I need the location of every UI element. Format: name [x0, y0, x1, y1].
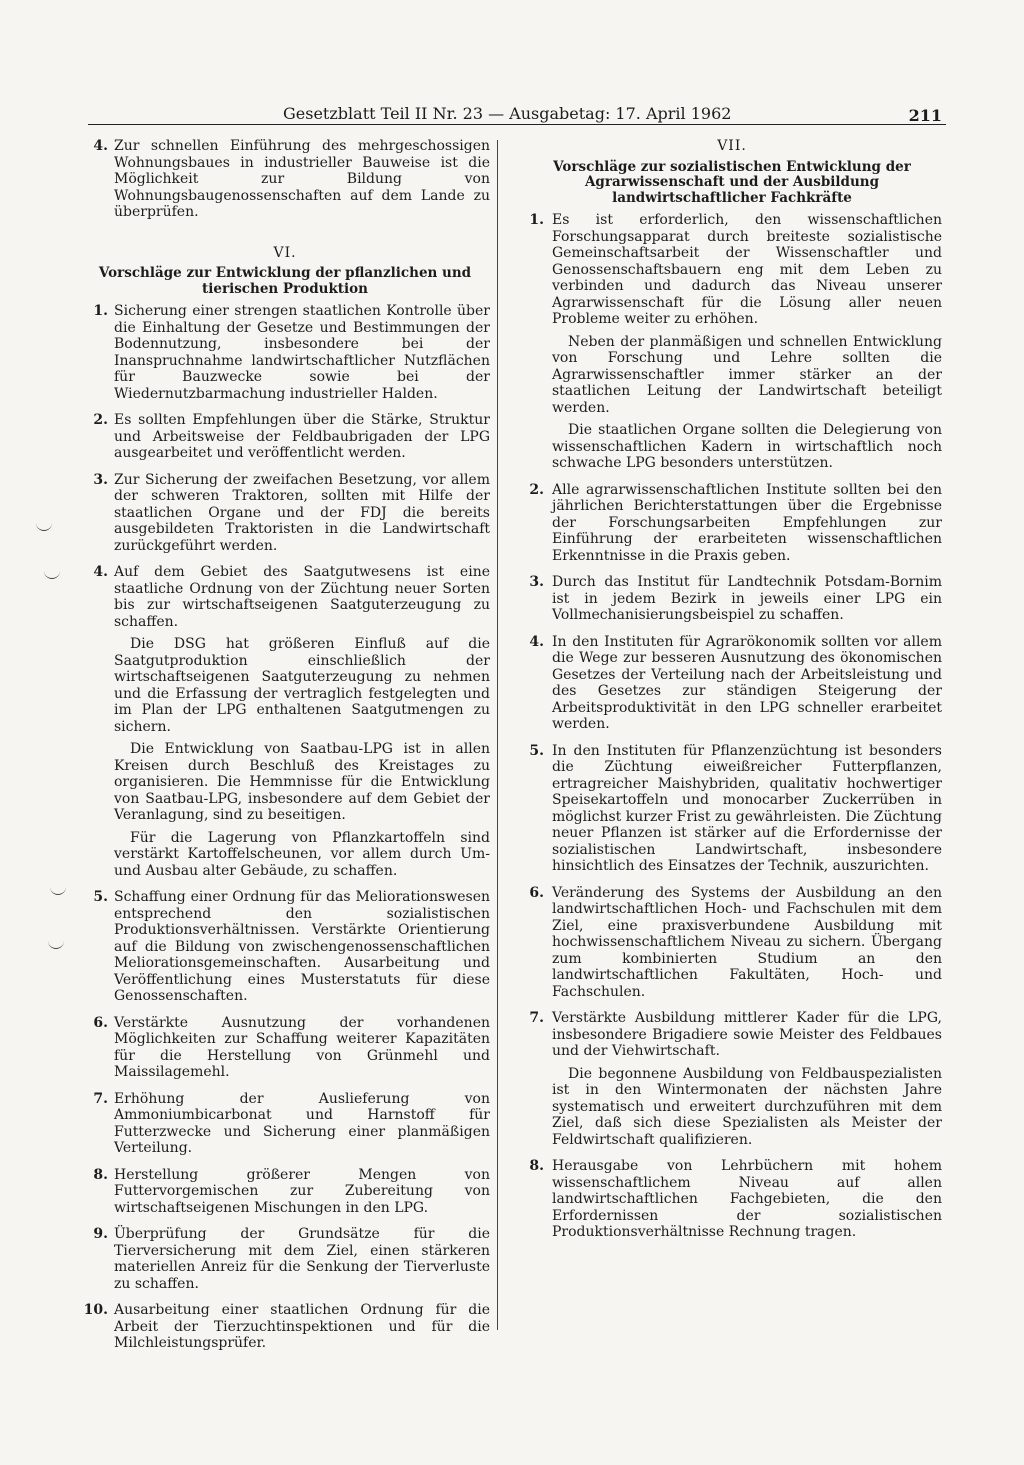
item-paragraph: Die begonnene Ausbildung von Feldbauspezialisten ist in den Wintermonaten der nächsten Jahre systematisch und erweitert durchzuführen mit dem Ziel, daß sich diese Spezialisten als Meister der Feldwirtschaft qualifizieren.: [552, 1065, 942, 1148]
item-number: 1.: [93, 303, 108, 319]
item-paragraph: Veränderung des Systems der Ausbildung an den landwirtschaftlichen Hoch- und Fachschulen mit dem Ziel, eine praxisverbundene Ausbildung mit hochwissenschaftlichem Niveau zu sichern. Übergang zum kombinierten Studium an den landwirtschaftlichen Fakultäten, Hoch- und Fachschulen.: [552, 884, 942, 1000]
item-paragraph: Erhöhung der Auslieferung von Ammoniumbicarbonat und Harnstoff für Futterzwecke und Sicherung einer planmäßigen Verteilung.: [114, 1090, 490, 1156]
header-title: Gesetzblatt Teil II Nr. 23 — Ausgabetag: 17. April 1962: [283, 104, 732, 123]
page-header: [88, 104, 946, 125]
item-paragraph: Die Entwicklung von Saatbau-LPG ist in allen Kreisen durch Beschluß des Kreistages zu organisieren. Die Hemmnisse für die Entwicklung von Saatbau-LPG, insbesondere auf dem Gebiet der Veranlagung, sind zu beseitigen.: [114, 741, 490, 823]
item-number: 7.: [93, 1090, 108, 1107]
item-number: 2.: [529, 481, 544, 498]
item-paragraph: Zur Sicherung der zweifachen Besetzung, vor allem der schweren Traktoren, sollten mit Hilfe der staatlichen Organe und der FDJ die bereits ausgebildeten Traktoristen in die Landwirtschaft zurückgeführt werden.: [114, 471, 490, 554]
list-item: [80, 1167, 490, 1217]
section-title: Vorschläge zur sozialistischen Entwicklung der Agrarwissenschaft und der Ausbildung landwirtschaftlicher Fachkräfte: [553, 158, 911, 206]
item-number: 3.: [93, 471, 108, 488]
list-item: [80, 1015, 490, 1081]
item-paragraph: Überprüfung der Grundsätze für die Tierversicherung mit dem Ziel, einen stärkeren materiellen Anreiz für die Senkung der Tierverluste zu schaffen.: [114, 1226, 490, 1292]
list-item: [522, 743, 942, 875]
item-number: 9.: [93, 1226, 108, 1242]
item-paragraph: Auf dem Gebiet des Saatgutwesens ist eine staatliche Ordnung von der Züchtung neuer Sorten bis zur wirtschaftseigenen Saatguterzeugung zu schaffen.: [114, 564, 490, 630]
margin-check-mark: [48, 938, 64, 949]
page-number: 211: [908, 106, 942, 125]
item-number: 10.: [83, 1302, 108, 1318]
margin-check-mark: [36, 520, 52, 531]
list-item: [522, 1158, 942, 1241]
item-number: 1.: [529, 212, 544, 228]
item-number: 5.: [93, 889, 108, 905]
list-item: [80, 1091, 490, 1157]
item-number: 3.: [529, 574, 544, 590]
item-paragraph: Es sollten Empfehlungen über die Stärke, Struktur und Arbeitsweise der Feldbaubrigaden der LPG ausgearbeitet und veröffentlicht werden.: [114, 412, 490, 461]
list-item: [522, 634, 942, 733]
item-number: 6.: [529, 884, 544, 901]
margin-check-mark: [44, 568, 60, 579]
item-number: 5.: [529, 742, 544, 759]
item-number: 8.: [529, 1158, 544, 1174]
item-number: 2.: [93, 412, 108, 428]
list-item: [80, 303, 490, 402]
item-number: 4.: [93, 138, 108, 154]
list-item: [80, 412, 490, 462]
list-item: [522, 574, 942, 624]
item-paragraph: Verstärkte Ausnutzung der vorhandenen Möglichkeiten zur Schaffung weiterer Kapazitäten für die Herstellung von Grünmehl und Maissilagemehl.: [114, 1014, 490, 1080]
item-paragraph: Durch das Institut für Landtechnik Potsdam-Bornim ist in jedem Bezirk in jeweils einer LPG ein Vollmechanisierungsbeispiel zu schaffen.: [552, 574, 942, 623]
item-paragraph: Schaffung einer Ordnung für das Meliorationswesen entsprechend den sozialistischen Produktionsverhältnissen. Verstärkte Orientierung auf die Bildung von zwischengenossenschaftlichen Meliorationsgemeinschaften. Ausarbeitung und Veröffentlichung eines Musterstatuts für diese Genossenschaften.: [114, 889, 490, 1004]
item-paragraph: Sicherung einer strengen staatlichen Kontrolle über die Einhaltung der Gesetze und Bestimmungen der Bodennutzung, insbesondere bei der Inanspruchnahme landwirtschaftlicher Nutzflächen für Bauzwecke sowie bei der Wiedernutzbarmachung industrieller Halden.: [114, 303, 490, 402]
item-number: 8.: [93, 1166, 108, 1183]
section-title: Vorschläge zur Entwicklung der pflanzlichen und tierischen Produktion: [98, 265, 472, 297]
item-paragraph: Es ist erforderlich, den wissenschaftlichen Forschungsapparat durch breiteste sozialistische Gemeinschaftsarbeit der Wissenschaftler und Genossenschaftsbauern eng mit dem Leben zu verbinden und dadurch das Niveau unserer Agrarwissenschaft für die Lösung aller neuen Probleme weiter zu erhöhen.: [552, 212, 942, 327]
item-paragraph: Verstärkte Ausbildung mittlerer Kader für die LPG, insbesondere Brigadiere sowie Meister des Feldbaues und der Viehwirtschaft.: [552, 1010, 942, 1059]
item-paragraph: In den Instituten für Pflanzenzüchtung ist besonders die Züchtung eiweißreicher Futterpflanzen, ertragreicher Maishybriden, qualitativ hochwertiger Speisekartoffeln und monocarber Zuckerrüben in möglichst kurzer Frist zu gewährleisten. Die Züchtung neuer Pflanzen ist stärker auf die Erfordernisse der sozialistischen Landwirtschaft, insbesondere hinsichtlich des Einsatzes der Technik, auszurichten.: [552, 742, 942, 874]
column-divider: [497, 140, 498, 1330]
item-paragraph: Die staatlichen Organe sollten die Delegierung von wissenschaftlichen Kadern in wirtschaftlich noch schwache LPG besonders unterstützen.: [552, 422, 942, 471]
list-item: [80, 1226, 490, 1292]
item-paragraph: Die DSG hat größeren Einfluß auf die Saatgutproduktion einschließlich der wirtschaftseigenen Saatguterzeugung zu nehmen und die Erfassung der vertraglich festgelegten und im Plan der LPG enthaltenen Saatgutmengen zu sichern.: [114, 636, 490, 735]
item-number: 4.: [93, 564, 108, 580]
item-paragraph: In den Instituten für Agrarökonomik sollten vor allem die Wege zur besseren Ausnutzung des ökonomischen Gesetzes der Verteilung nach der Arbeitsleistung und des Gesetzes zur ständigen Steigerung der Arbeitsproduktivität in den LPG schneller erarbeitet werden.: [552, 633, 942, 732]
section-list: [522, 212, 942, 1241]
section-list: [80, 303, 490, 1352]
item-paragraph: Herstellung größerer Mengen von Futtervorgemischen zur Zubereitung von wirtschaftseigenen Mischungen in den LPG.: [114, 1166, 490, 1216]
item-paragraph: Neben der planmäßigen und schnellen Entwicklung von Forschung und Lehre sollten die Agrarwissenschaftler immer stärker an der staatlichen Leitung der Landwirtschaft beteiligt werden.: [552, 333, 942, 416]
list-item: [80, 889, 490, 1005]
section-number: VII.: [717, 138, 747, 154]
list-item: [522, 885, 942, 1001]
list-item: [80, 472, 490, 555]
item-number: 7.: [529, 1010, 544, 1026]
left-column: [80, 138, 490, 1362]
list-item: [80, 138, 490, 221]
item-text: Zur schnellen Einführung des mehrgeschossigen Wohnungsbaues in industrieller Bauweise ist die Möglichkeit zur Bildung von Wohnungsbaugenossenschaften auf dem Lande zu überprüfen.: [114, 138, 490, 220]
right-column: [522, 138, 942, 1251]
item-paragraph: Alle agrarwissenschaftlichen Institute sollten bei den jährlichen Berichterstattungen über die Ergebnisse der Forschungsarbeiten Empfehlungen zur Einführung der erarbeiteten wissenschaftlichen Erkenntnisse in die Praxis geben.: [552, 481, 942, 564]
list-item: [522, 212, 942, 472]
margin-check-mark: [50, 884, 66, 895]
list-item: [80, 1302, 490, 1352]
list-item: [522, 482, 942, 565]
item-number: 4.: [529, 633, 544, 650]
list-item: [80, 564, 490, 879]
item-paragraph: Ausarbeitung einer staatlichen Ordnung für die Arbeit der Tierzuchtinspektionen und für die Milchleistungsprüfer.: [114, 1302, 490, 1351]
item-paragraph: Für die Lagerung von Pflanzkartoffeln sind verstärkt Kartoffelscheunen, vor allem durch Um- und Ausbau alter Gebäude, zu schaffen.: [114, 829, 490, 879]
item-paragraph: Herausgabe von Lehrbüchern mit hohem wissenschaftlichem Niveau auf allen landwirtschaftlichen Fachgebieten, die den Erfordernissen der sozialistischen Produktionsverhältnisse Rechnung tragen.: [552, 1158, 942, 1240]
item-number: 6.: [93, 1014, 108, 1031]
list-item: [522, 1010, 942, 1148]
section-number: VI.: [273, 244, 297, 261]
